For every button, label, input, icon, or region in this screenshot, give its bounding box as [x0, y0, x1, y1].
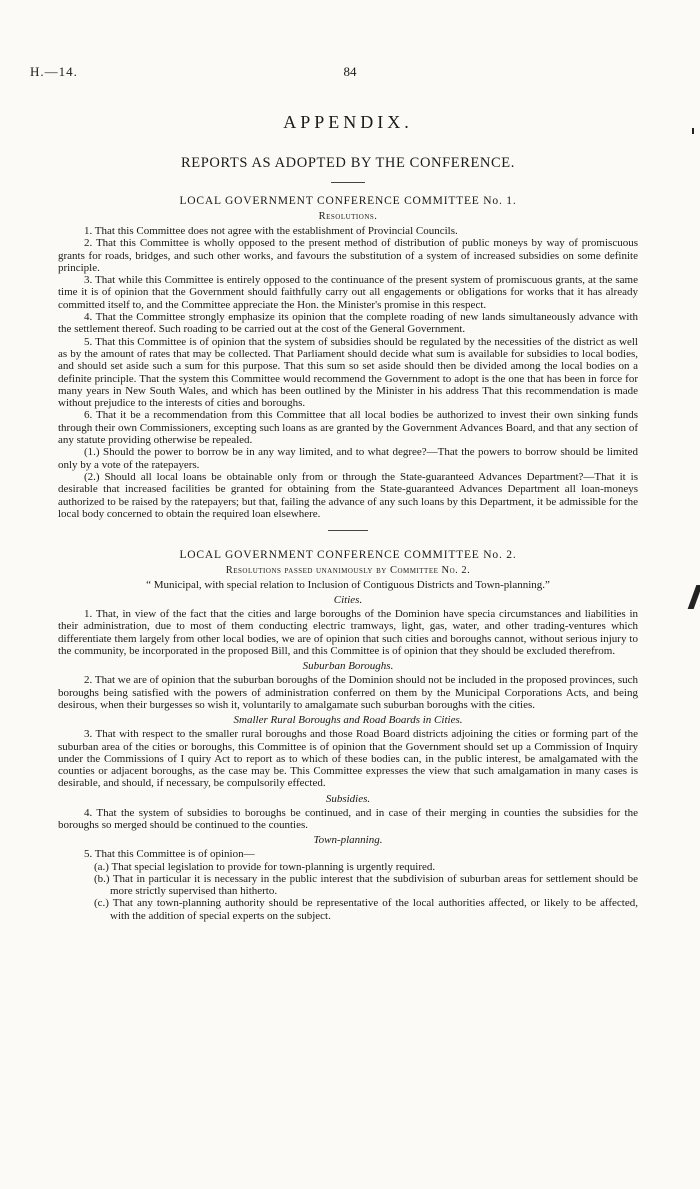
reports-title: REPORTS AS ADOPTED BY THE CONFERENCE. [181, 155, 515, 171]
resolution-6: 6. That it be a recommendation from this Committee that all local bodies be authorized to invest their own sinking funds through their own Commissioners, excepting such loans as are granted by the Government Advances Board, and that any section of any statute providing otherwise be repealed. [58, 409, 638, 447]
committee-1-section [58, 195, 638, 520]
committee-1-heading: LOCAL GOVERNMENT CONFERENCE COMMITTEE No. 1. [179, 195, 517, 207]
cities-heading: Cities. [333, 594, 363, 607]
paper-reference: H.—14. [30, 64, 78, 79]
resolution-2: 2. That this Committee is wholly opposed to the present method of distribution of public moneys by way of promiscuous grants for roads, bridges, and such other works, and favours the substitution of a system of increased subsidies on some definite principle. [58, 237, 638, 274]
subsidies-resolution: 4. That the system of subsidies to boroughs be continued, and in case of their merging in counties the subsidies for the boroughs so merged should be continued to the counties. [58, 806, 638, 831]
committee-2-subheading: Resolutions passed unanimously by Committee No. 2. [225, 565, 471, 577]
scan-edge-mark [688, 585, 700, 609]
town-planning-intro: 5. That this Committee is of opinion— [84, 848, 255, 861]
page-header [30, 64, 670, 82]
resolution-6-question-2: (2.) Should all local loans be obtainable only from or through the State-guaranteed Advances Department?—That it is desirable that increased facilities be granted for obtaining from the State-guaranteed Advances Department all loan-moneys authorized to be raised by the ratepayers; but that, failing the advance of any such loans by this Department, it be admissible for the local body concerned to obtain the required loan elsewhere. [58, 470, 638, 520]
town-planning-item-a: (a.) That special legislation to provide for town-planning is urgently required. [94, 860, 436, 873]
committee-2-heading: LOCAL GOVERNMENT CONFERENCE COMMITTEE No. 2. [179, 549, 517, 562]
suburban-boroughs-resolution: 2. That we are of opinion that the suburban boroughs of the Dominion should not be included in the proposed provinces, such boroughs being satisfied with the powers of administration conferred on them by the Municipal Corporations Acts, and being desirous, when their burgesses so wish it, voluntarily to amalgamate such suburban boroughs with the cities. [58, 674, 638, 711]
committee-2-section [58, 549, 638, 922]
resolution-6-question-1: (1.) Should the power to borrow be in any way limited, and to what degree?—That the powers to borrow should be limited only by a vote of the ratepayers. [58, 446, 638, 471]
appendix-title: APPENDIX. [283, 112, 413, 132]
rural-boroughs-heading: Smaller Rural Boroughs and Road Boards in Cities. [233, 714, 463, 727]
town-planning-heading: Town-planning. [313, 834, 383, 847]
page-content [58, 112, 638, 922]
subsidies-heading: Subsidies. [325, 792, 371, 805]
town-planning-item-c: (c.) That any town-planning authority should be representative of the local authorities affected, or likely to be affected, with the addition of special experts on the subject. [94, 897, 638, 922]
resolution-4: 4. That the Committee strongly emphasize its opinion that the complete roading of new lands simultaneously advance with the settlement thereof. Such roading to be carried out at the cost of the General Government. [58, 311, 638, 336]
town-planning-item-b: (b.) That in particular it is necessary in the public interest that the subdivision of suburban areas for settlement should be more strictly supervised than hitherto. [94, 872, 638, 898]
committee-2-topic: “ Municipal, with special relation to Inclusion of Contiguous Districts and Town-planning.” [146, 579, 550, 592]
rural-boroughs-resolution: 3. That with respect to the smaller rural boroughs and those Road Board districts adjoining the cities or forming part of the suburban area of the cities or boroughs, this Committee is of opinion that the Government should set up a Commission of Inquiry under the Commissions of I quiry Act to report as to which of these bodies can, in the public interest, be amalgamated with the counties or adjacent boroughs, as the case may be. This Committee expresses the view that such amalgamation in many cases is desirable, and should, if necessary, be compulsorily effected. [58, 728, 638, 790]
resolution-3: 3. That while this Committee is entirely opposed to the continuance of the present system of promiscuous grants, at the same time it is of opinion that the Government should faithfully carry out all engagements or obligations for works that it has already committed itself to, and the Committee appreciate the Hon. the Minister's promise in this respect. [58, 274, 638, 311]
suburban-boroughs-heading: Suburban Boroughs. [302, 660, 394, 673]
page-number: 84 [343, 64, 357, 79]
town-planning-list [58, 861, 638, 922]
scan-speck [692, 128, 694, 134]
committee-1-subheading: Resolutions. [318, 211, 378, 222]
section-divider [328, 530, 368, 531]
cities-resolution: 1. That, in view of the fact that the cities and large boroughs of the Dominion have specia circumstances and liabilities in their administration, due to most of them conducting electric tramways, light, gas, water, and other trading-ventures which differentiate them largely from other local bodies, we are of opinion that such cities and boroughs cannot, without serious injury to the community, be incorporated in the proposed Bill, and this Committee is of opinion that they should be excluded therefrom. [58, 608, 638, 658]
title-divider [331, 182, 365, 183]
resolution-5: 5. That this Committee is of opinion that the system of subsidies should be regulated by the necessities of the district as well as by the amount of rates that may be collected. That Parliament should decide what sum is available for subsidies to local bodies, and should set aside such a sum for this purpose. That this sum so set aside should then be divided among the local bodies on a definite principle. That the system this Committee would recommend the Government to adopt is the one that has been in force for many years in New South Wales, and which has been outlined by the Minister in his address That this recommendation is made without prejudice to the interests of cities and boroughs. [58, 335, 638, 410]
resolution-1: 1. That this Committee does not agree with the establishment of Provincial Councils. [84, 225, 458, 237]
